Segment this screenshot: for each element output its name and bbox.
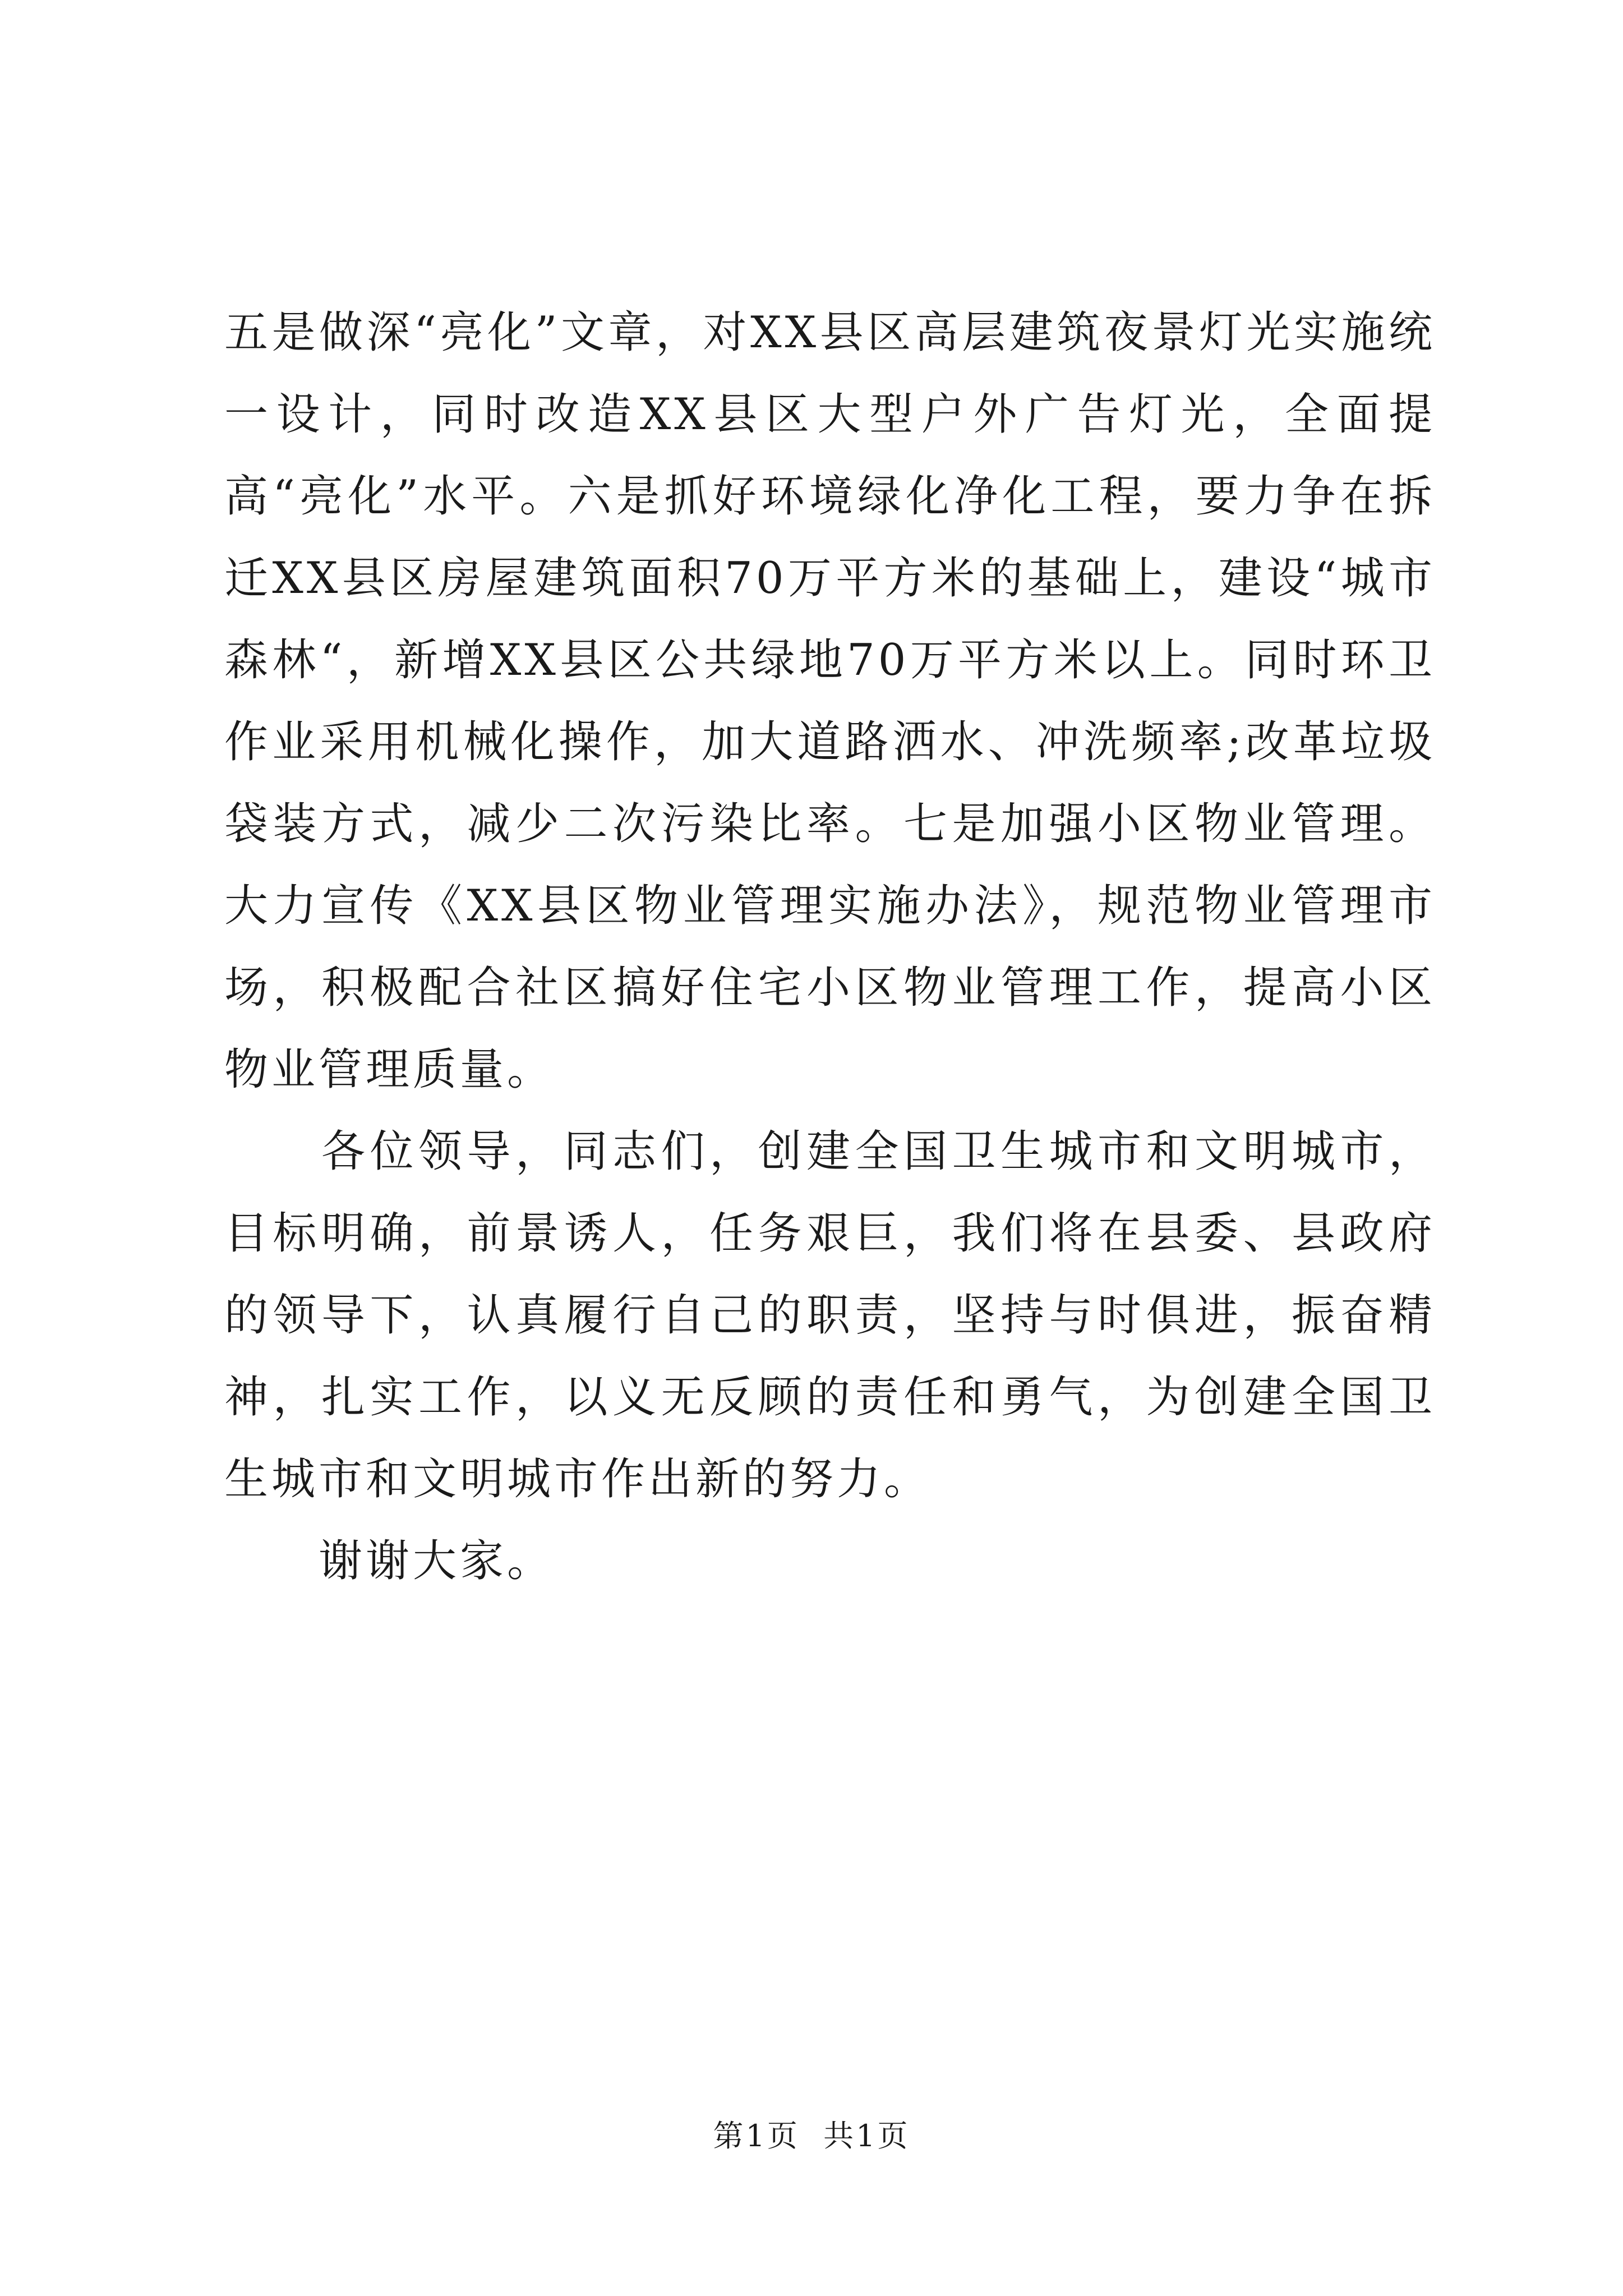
paragraph-environment-measures: 五是做深“亮化”文章，对XX县区高层建筑夜景灯光实施统一设计，同时改造XX县区大型户外广告灯光，全面提高“亮化”水平。六是抓好环境绿化净化工程，要力争在拆迁XX县区房屋建筑面积70万平方米的基础上，建设“城市森林“，新增XX县区公共绿地70万平方米以上。同时环卫作业采用机械化操作，加大道路洒水、冲洗频率;改革垃圾袋装方式，减少二次污染比率。七是加强小区物业管理。大力宣传《XX县区物业管理实施办法》，规范物业管理市场，积极配合社区搞好住宅小区物业管理工作，提高小区物业管理质量。 <box>224 307 1436 1095</box>
paragraph-thanks: 谢谢大家。 <box>224 1536 555 1586</box>
paragraph-closing-remarks: 各位领导，同志们，创建全国卫生城市和文明城市，目标明确，前景诱人，任务艰巨，我们将在县委、县政府的领导下，认真履行自己的职责，坚持与时俱进，振奋精神，扎实工作，以义无反顾的责任和勇气，为创建全国卫生城市和文明城市作出新的努力。 <box>224 1126 1436 1504</box>
document-body <box>224 292 1436 1602</box>
page-footer: 第1页 共1页 <box>713 2118 910 2154</box>
